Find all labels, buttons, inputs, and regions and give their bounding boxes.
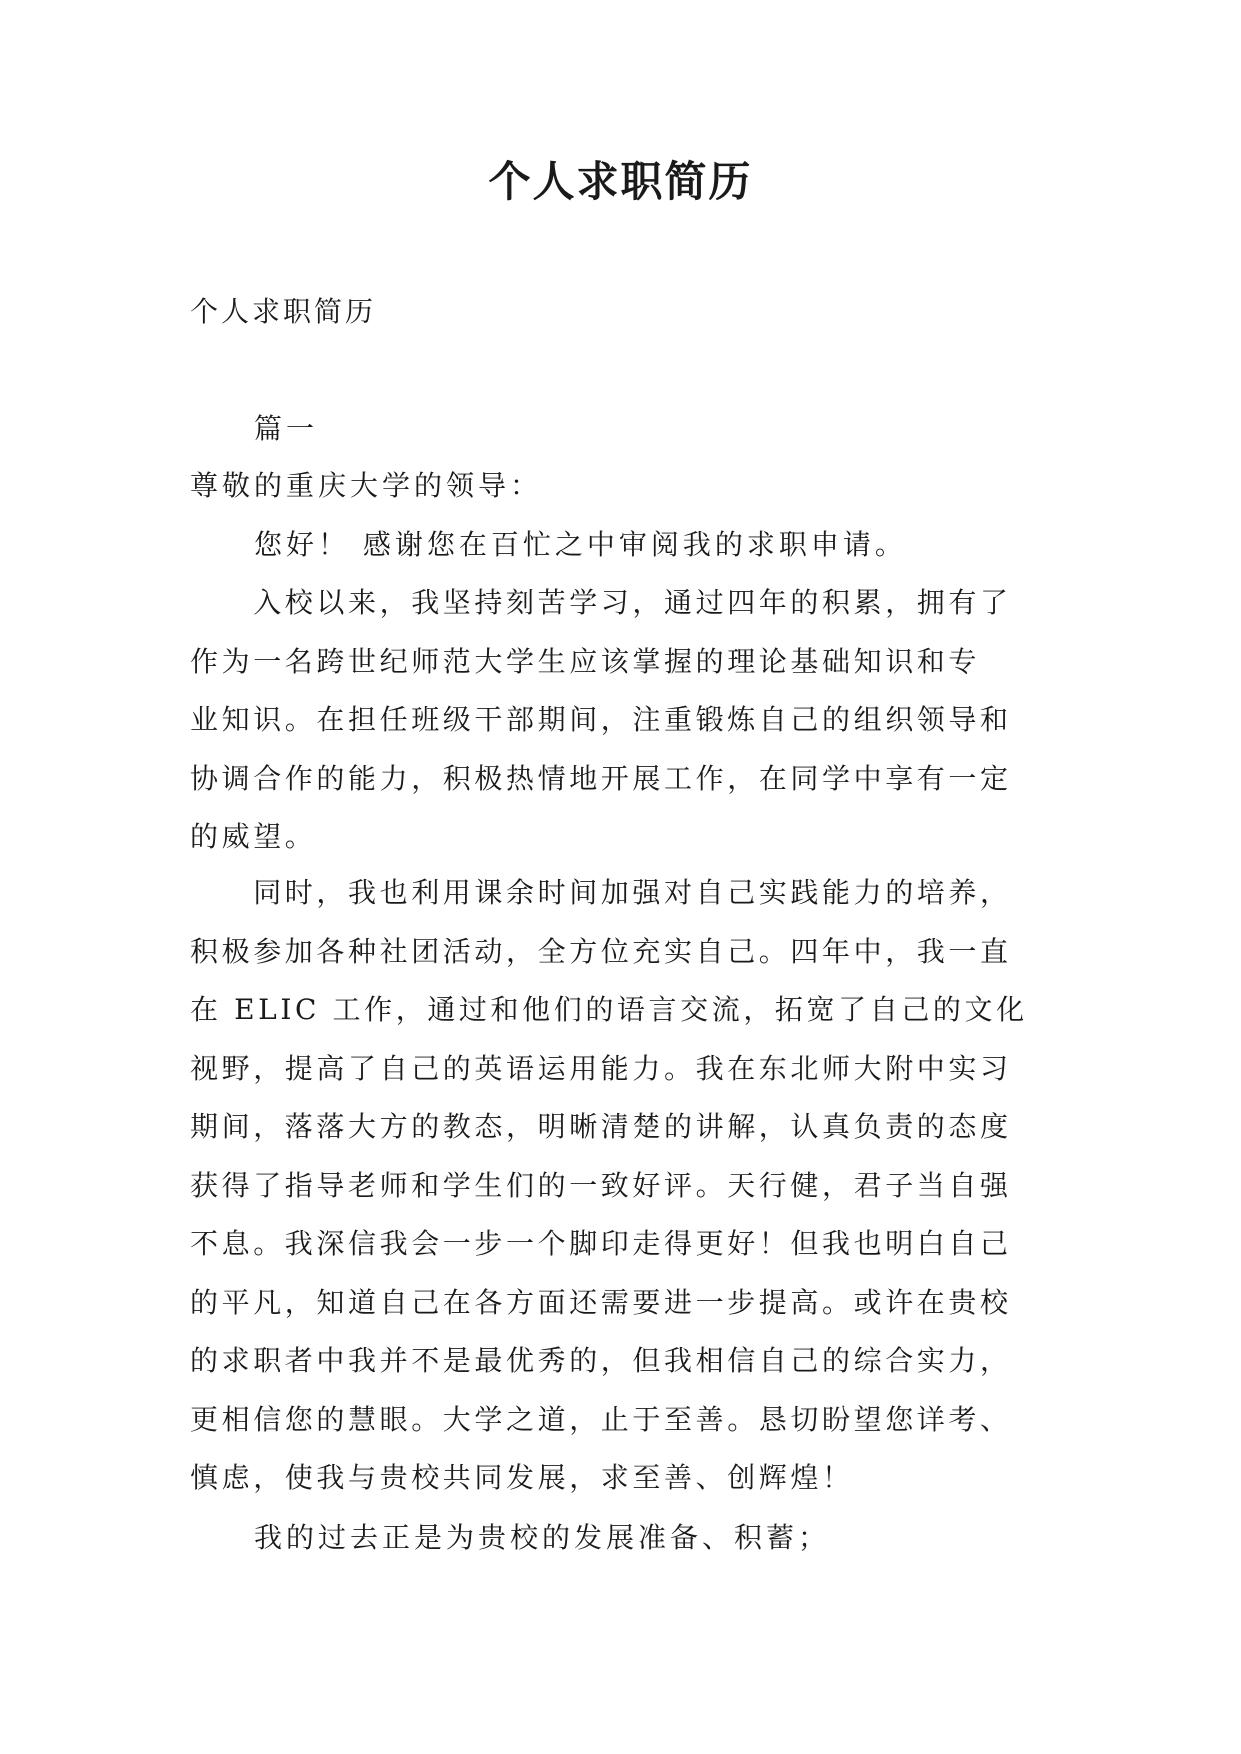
paragraph-line: 协调合作的能力，积极热情地开展工作，在同学中享有一定 <box>190 761 1012 795</box>
document-subtitle: 个人求职简历 <box>190 295 377 328</box>
closing-line: 我的过去正是为贵校的发展准备、积蓄； <box>254 1521 831 1554</box>
salutation: 尊敬的重庆大学的领导： <box>190 469 543 502</box>
paragraph-line: 作为一名跨世纪师范大学生应该掌握的理论基础知识和专 <box>190 644 981 678</box>
paragraph-line: 同时，我也利用课余时间加强对自己实践能力的培养， <box>190 876 1012 909</box>
paragraph-line: 慎虑，使我与贵校共同发展，求至善、创辉煌！ <box>190 1461 854 1494</box>
paragraph-line: 入校以来，我坚持刻苦学习，通过四年的积累，拥有了 <box>190 586 1012 619</box>
document-title: 个人求职简历 <box>488 157 753 206</box>
paragraph-line: 获得了指导老师和学生们的一致好评。天行健，君子当自强 <box>190 1168 1012 1202</box>
paragraph-line: 的平凡，知道自己在各方面还需要进一步提高。或许在贵校 <box>190 1285 1012 1319</box>
paragraph-line: 更相信您的慧眼。大学之道，止于至善。恳切盼望您详考、 <box>190 1402 1012 1436</box>
greeting-line: 您好！ 感谢您在百忙之中审阅我的求职申请。 <box>254 528 907 561</box>
paragraph-line: 积极参加各种社团活动，全方位充实自己。四年中，我一直 <box>190 934 1012 968</box>
paragraph-line: 的求职者中我并不是最优秀的，但我相信自己的综合实力， <box>190 1344 1012 1377</box>
paragraph-line: 视野，提高了自己的英语运用能力。我在东北师大附中实习 <box>190 1051 1012 1085</box>
paragraph-line: 期间，落落大方的教态，明晰清楚的讲解，认真负责的态度 <box>190 1110 1012 1143</box>
paragraph-line: 的威望。 <box>190 820 317 853</box>
paragraph-line: 业知识。在担任班级干部期间，注重锻炼自己的组织领导和 <box>190 703 1012 736</box>
paragraph-line: 不息。我深信我会一步一个脚印走得更好！但我也明白自己 <box>190 1227 1012 1260</box>
paragraph-1 <box>190 574 1070 867</box>
paragraph-line: 在 ELIC 工作，通过和他们的语言交流，拓宽了自己的文化 <box>190 993 1028 1026</box>
section-label: 篇一 <box>254 412 319 445</box>
paragraph-2 <box>190 864 1070 1508</box>
